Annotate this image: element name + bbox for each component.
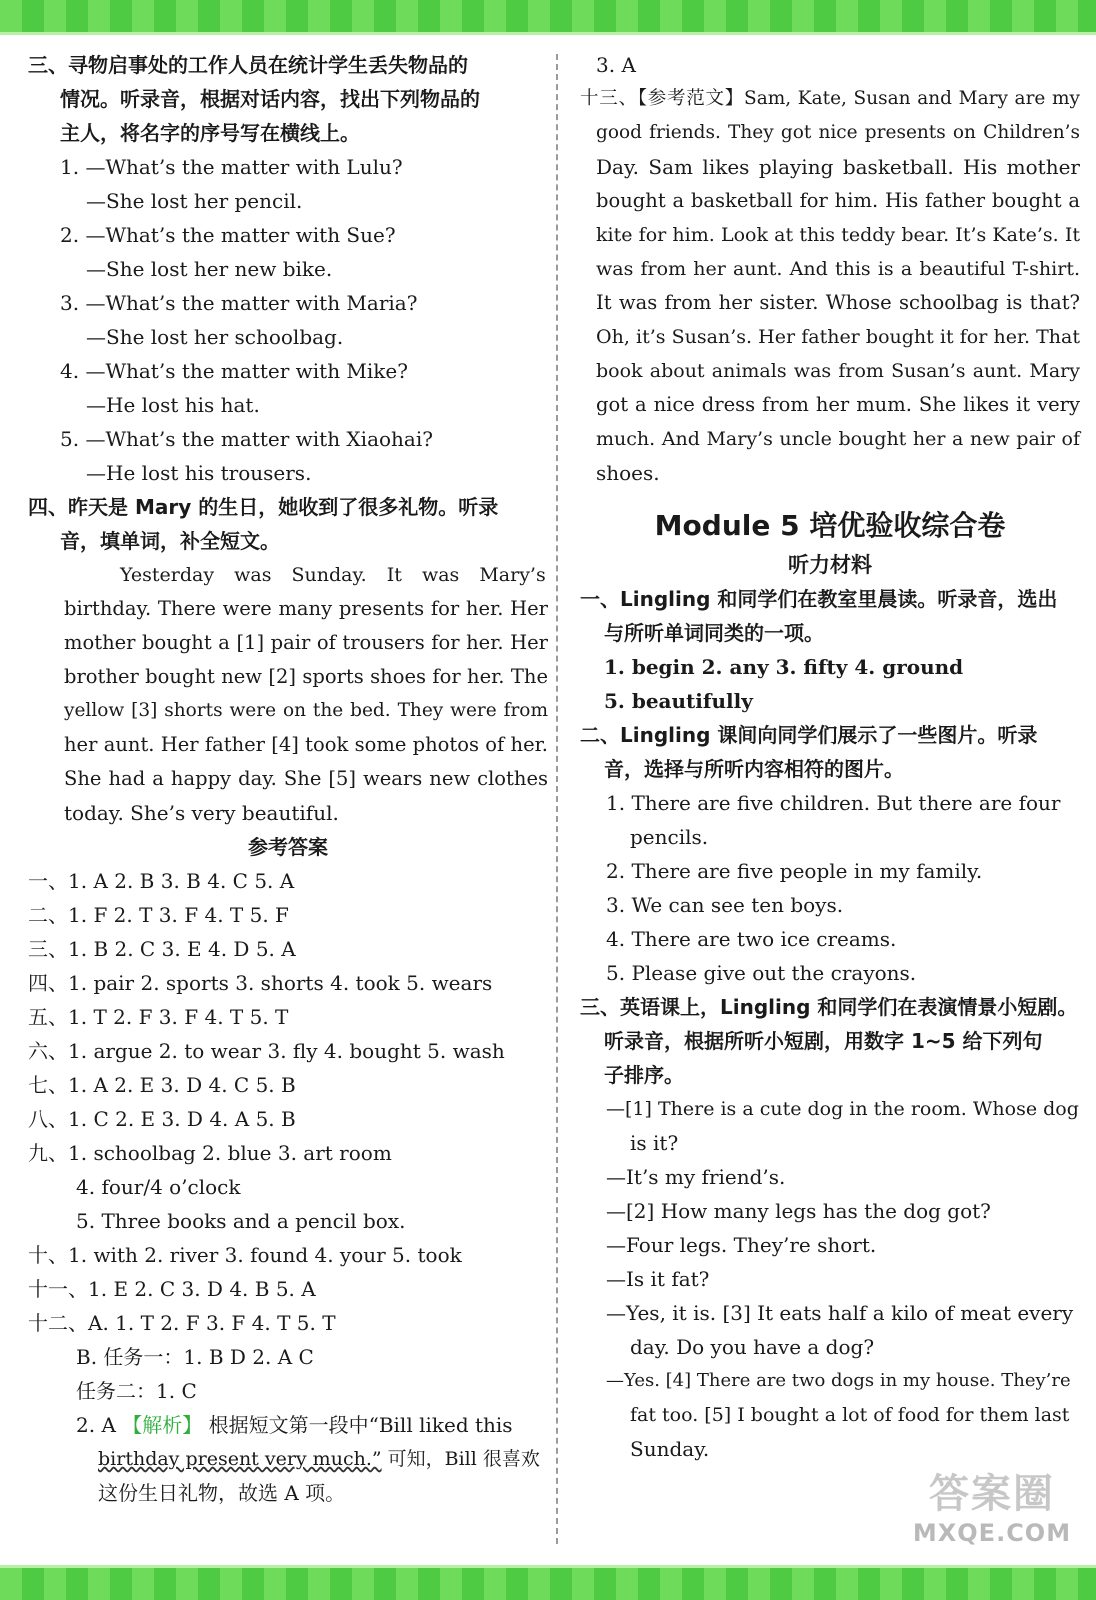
analysis-tag: 【解析】 — [122, 1413, 203, 1437]
analysis-line: 这份生日礼物，故选 A 项。 — [98, 1481, 346, 1505]
watermark-url: MXQE.COM — [912, 1519, 1072, 1547]
model-essay-line: book about animals was from Susan’s aunt. Mary — [596, 360, 1080, 382]
answer-row: 二、1. F 2. T 3. F 4. T 5. F — [28, 903, 289, 927]
answer-row: 八、1. C 2. E 3. D 4. A 5. B — [28, 1107, 296, 1131]
passage-line: mother bought a [1] pair of trousers for her. Her — [64, 631, 548, 654]
dialogue-line: 4. —What’s the matter with Mike? — [60, 359, 408, 383]
answer-row: 一、1. A 2. B 3. B 4. C 5. A — [28, 869, 295, 893]
sentence-item: 1. There are five children. But there are four — [606, 791, 1061, 815]
dialogue-line: —She lost her schoolbag. — [86, 325, 344, 349]
left-column — [28, 48, 548, 1510]
answer-row: 四、1. pair 2. sports 3. shorts 4. took 5. wears — [28, 971, 493, 995]
answer-row: 十一、1. E 2. C 3. D 4. B 5. A — [28, 1277, 316, 1301]
passage-line: brother bought new [2] sports shoes for her. The — [64, 665, 548, 688]
sentence-item: 2. There are five people in my family. — [606, 859, 983, 883]
model-essay-line: Day. Sam likes playing basketball. His mother — [596, 155, 1080, 179]
word-list: 1. begin 2. any 3. fifty 4. ground — [604, 655, 964, 679]
analysis-text: 可知，Bill 很喜欢 — [387, 1448, 540, 1470]
dialogue-line: 3. —What’s the matter with Maria? — [60, 291, 418, 315]
word-list: 5. beautifully — [604, 689, 753, 713]
model-essay-line: good friends. They got nice presents on Children’s — [596, 122, 1080, 143]
dialogue-line: —[1] There is a cute dog in the room. Whose dog — [606, 1098, 1079, 1120]
dialogue-line: 5. —What’s the matter with Xiaohai? — [60, 427, 433, 451]
model-essay-line: shoes. — [596, 461, 660, 485]
listening-section-2-heading: 音，选择与所听内容相符的图片。 — [604, 757, 904, 781]
dialogue-line: —Four legs. They’re short. — [606, 1233, 877, 1257]
section-3-heading: 主人，将名字的序号写在横线上。 — [60, 121, 360, 145]
dialogue-line: —[2] How many legs has the dog got? — [606, 1199, 991, 1223]
answer-row: 十二、A. 1. T 2. F 3. F 4. T 5. T — [28, 1311, 336, 1335]
listening-section-3-heading: 听录音，根据所听小短剧，用数字 1~5 给下列句 — [604, 1029, 1043, 1053]
dialogue-line: —She lost her pencil. — [86, 189, 303, 213]
listening-section-3-heading: 子排序。 — [604, 1063, 684, 1087]
listening-section-1-heading: 一、Lingling 和同学们在教室里晨读。听录音，选出 — [580, 587, 1058, 611]
passage-line: yellow [3] shorts were on the bed. They were from — [64, 700, 548, 721]
dialogue-line: —Is it fat? — [606, 1267, 710, 1291]
section-3-heading: 情况。听录音，根据对话内容，找出下列物品的 — [60, 87, 480, 111]
section-4-heading: 四、昨天是 Mary 的生日，她收到了很多礼物。听录 — [28, 495, 499, 519]
listening-section-3-heading: 三、英语课上，Lingling 和同学们在表演情景小短剧。 — [580, 995, 1078, 1019]
dialogue-line: —It’s my friend’s. — [606, 1165, 786, 1189]
answer-row: 六、1. argue 2. to wear 3. fly 4. bought 5. wash — [28, 1039, 505, 1063]
answer-row: 十、1. with 2. river 3. found 4. your 5. took — [28, 1243, 462, 1267]
model-essay-line: Oh, it’s Susan’s. Her father bought it for her. That — [596, 326, 1080, 348]
analysis-line — [28, 1442, 548, 1476]
quoted-text: birthday present very much.” — [98, 1448, 382, 1470]
sentence-item: 3. We can see ten boys. — [606, 893, 844, 917]
watermark-logo — [902, 1462, 1082, 1558]
listening-material-heading: 听力材料 — [788, 553, 872, 577]
dialogue-line: —Yes. [4] There are two dogs in my house. They’re — [606, 1370, 1071, 1391]
column-divider — [556, 54, 558, 1544]
dialogue-line: —He lost his hat. — [86, 393, 260, 417]
section-4-heading: 音，填单词，补全短文。 — [60, 529, 280, 553]
answer-row: 七、1. A 2. E 3. D 4. C 5. B — [28, 1073, 296, 1097]
analysis-text: 根据短文第一段中“Bill liked this — [208, 1413, 513, 1437]
model-essay-line: bought a basketball for him. His father bought a — [596, 189, 1080, 212]
passage-line: today. She’s very beautiful. — [64, 801, 339, 825]
dialogue-line: —She lost her new bike. — [86, 257, 333, 281]
answer-row: 五、1. T 2. F 3. F 4. T 5. T — [28, 1005, 289, 1029]
right-column — [580, 48, 1080, 1466]
model-essay-line: got a nice dress from her mum. She likes it very — [596, 393, 1080, 416]
answer-row: 三、1. B 2. C 3. E 4. D 5. A — [28, 937, 296, 961]
listening-section-1-heading: 与所听单词同类的一项。 — [604, 621, 824, 645]
answer-row: 5. Three books and a pencil box. — [76, 1209, 406, 1233]
dialogue-line: fat too. [5] I bought a lot of food for them last — [630, 1404, 1070, 1426]
dialogue-line: —Yes, it is. [3] It eats half a kilo of meat every — [606, 1301, 1074, 1325]
answer-row: B. 任务一：1. B D 2. A C — [76, 1345, 314, 1369]
passage-line: Yesterday was Sunday. It was Mary’s — [120, 564, 546, 586]
watermark-text: 答案圈 — [929, 1471, 1055, 1517]
answer-row: 3. A — [596, 53, 636, 77]
top-decorative-band — [0, 0, 1096, 35]
answer-row: 九、1. schoolbag 2. blue 3. art room — [28, 1141, 392, 1165]
passage-line: her aunt. Her father [4] took some photos of her. — [64, 733, 548, 756]
sentence-item: 4. There are two ice creams. — [606, 927, 897, 951]
dialogue-line: is it? — [630, 1131, 679, 1155]
answer-row: 4. four/4 o’clock — [76, 1175, 241, 1199]
sentence-item: 5. Please give out the crayons. — [606, 961, 917, 985]
model-essay-line: kite for him. Look at this teddy bear. It’s Kate’s. It — [596, 224, 1080, 246]
dialogue-line: day. Do you have a dog? — [630, 1335, 875, 1359]
model-essay-line: much. And Mary’s uncle bought her a new pair of — [596, 428, 1080, 450]
analysis-line — [28, 1408, 548, 1442]
listening-section-2-heading: 二、Lingling 课间向同学们展示了一些图片。听录 — [580, 723, 1038, 747]
module-title: Module 5 培优验收综合卷 — [654, 509, 1006, 542]
passage-line: birthday. There were many presents for her. Her — [64, 597, 548, 620]
answer-label: 2. A — [76, 1413, 116, 1437]
model-essay-line: 十三、【参考范文】Sam, Kate, Susan and Mary are my — [580, 88, 1080, 109]
dialogue-line: —He lost his trousers. — [86, 461, 312, 485]
passage-line: She had a happy day. She [5] wears new clothes — [64, 767, 548, 790]
section-3-heading: 三、寻物启事处的工作人员在统计学生丢失物品的 — [28, 53, 468, 77]
model-essay-line: It was from her sister. Whose schoolbag is that? — [596, 291, 1080, 314]
answer-key-heading: 参考答案 — [248, 835, 328, 859]
sentence-item: pencils. — [630, 825, 709, 849]
model-essay-line: was from her aunt. And this is a beautiful T-shirt. — [596, 258, 1080, 280]
bottom-decorative-band — [0, 1565, 1096, 1600]
dialogue-line: 1. —What’s the matter with Lulu? — [60, 155, 403, 179]
dialogue-line: 2. —What’s the matter with Sue? — [60, 223, 396, 247]
dialogue-line: Sunday. — [630, 1437, 710, 1461]
answer-row: 任务二：1. C — [76, 1379, 197, 1403]
